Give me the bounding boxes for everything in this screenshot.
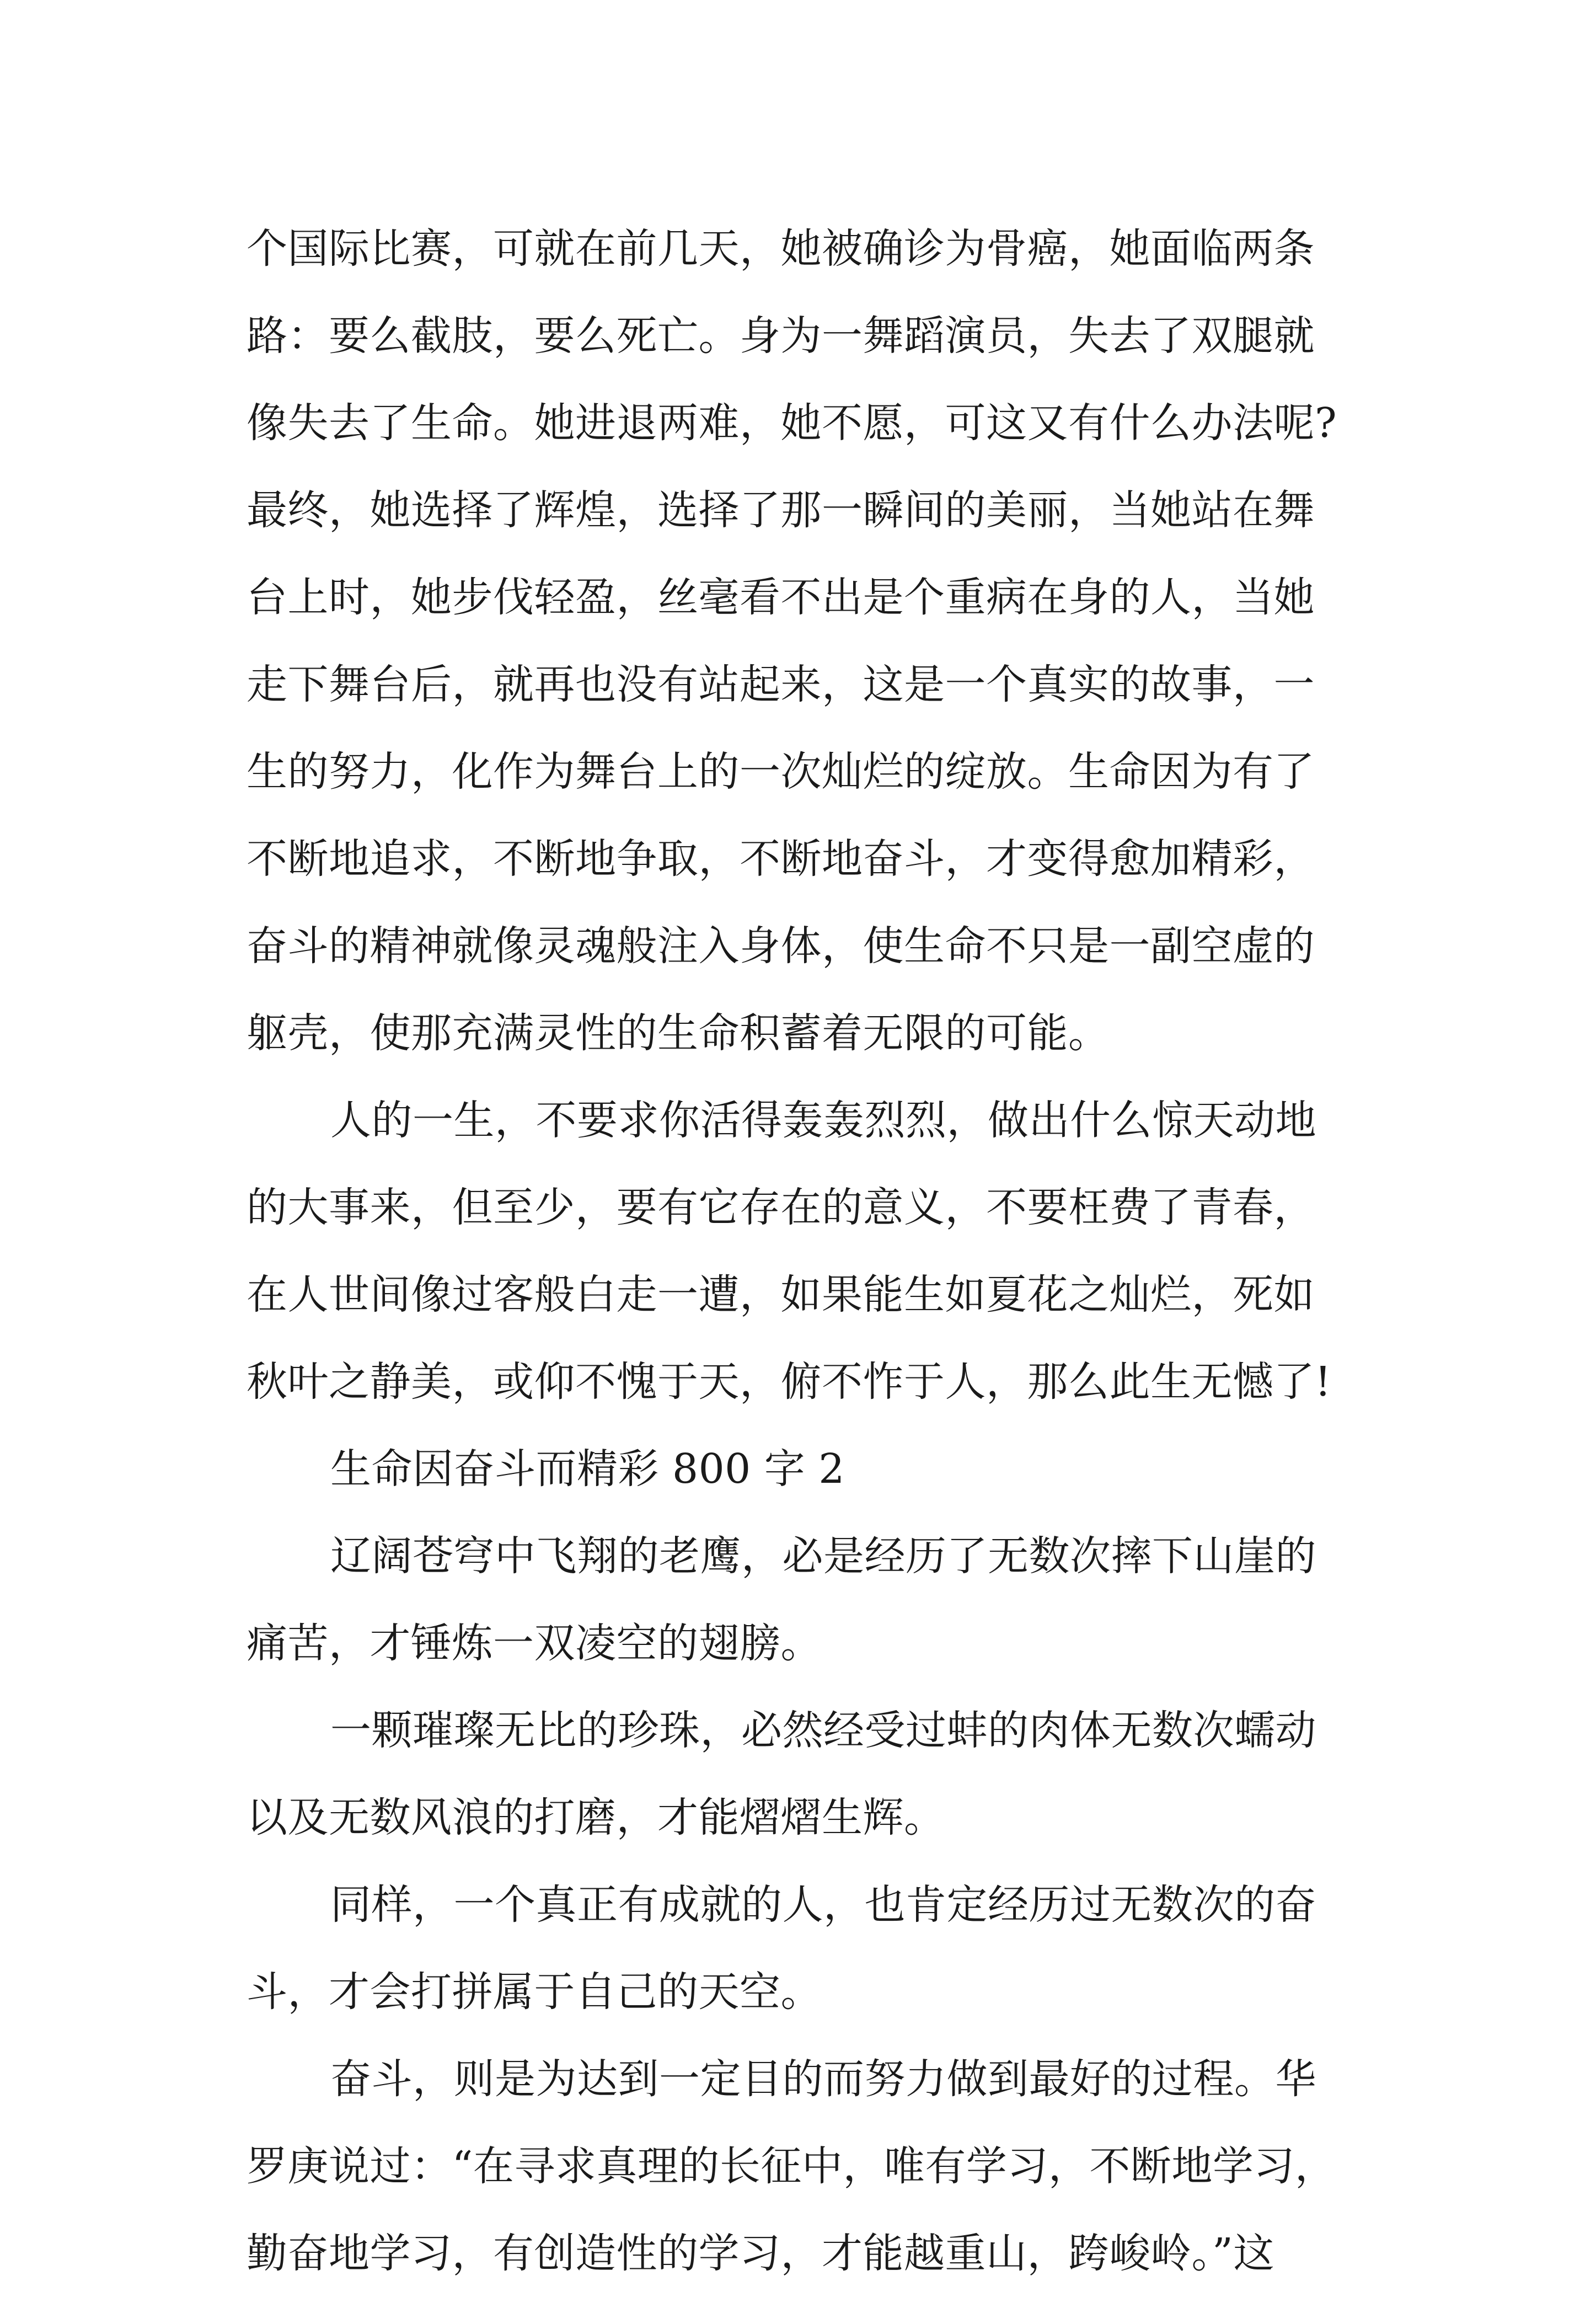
- text-line: 生命因奋斗而精彩 800 字 2: [330, 1445, 845, 1493]
- text-line: 秋叶之静美，或仰不愧于天，俯不怍于人，那么此生无憾了!: [247, 1358, 1332, 1406]
- document-body: [247, 205, 1361, 2297]
- text-line: 个国际比赛，可就在前几天，她被确诊为骨癌，她面临两条: [247, 225, 1315, 273]
- text-line: 一颗璀璨无比的珍珠，必然经受过蚌的肉体无数次蠕动: [330, 1707, 1316, 1754]
- text-line: 躯壳，使那充满灵性的生命积蓄着无限的可能。: [247, 1009, 1110, 1057]
- text-line: 人的一生，不要求你活得轰轰烈烈，做出什么惊天动地: [330, 1097, 1316, 1144]
- text-line: 像失去了生命。她进退两难，她不愿，可这又有什么办法呢?: [247, 399, 1337, 447]
- text-line: 以及无数风浪的打磨，才能熠熠生辉。: [247, 1794, 945, 1841]
- text-line: 痛苦，才锤炼一双凌空的翅膀。: [247, 1620, 822, 1667]
- text-line: 斗，才会打拼属于自己的天空。: [247, 1968, 822, 2016]
- text-line: 的大事来，但至少，要有它存在的意义，不要枉费了青春，: [247, 1184, 1315, 1231]
- text-line: 最终，她选择了辉煌，选择了那一瞬间的美丽，当她站在舞: [247, 487, 1315, 534]
- text-line: 走下舞台后，就再也没有站起来，这是一个真实的故事，一: [247, 661, 1315, 708]
- text-line: 台上时，她步伐轻盈，丝毫看不出是个重病在身的人，当她: [247, 574, 1315, 621]
- text-line: 路：要么截肢，要么死亡。身为一舞蹈演员，失去了双腿就: [247, 312, 1315, 360]
- text-line: 不断地追求，不断地争取，不断地奋斗，才变得愈加精彩，: [247, 835, 1315, 883]
- text-line: 同样，一个真正有成就的人，也肯定经历过无数次的奋: [330, 1881, 1316, 1929]
- text-line: 奋斗的精神就像灵魂般注入身体，使生命不只是一副空虚的: [247, 922, 1315, 970]
- text-line: 辽阔苍穹中飞翔的老鹰，必是经历了无数次摔下山崖的: [330, 1532, 1316, 1580]
- text-line: 罗庚说过：“在寻求真理的长征中，唯有学习，不断地学习，: [247, 2143, 1336, 2190]
- text-line: 生的努力，化作为舞台上的一次灿烂的绽放。生命因为有了: [247, 748, 1315, 795]
- text-line: 奋斗，则是为达到一定目的而努力做到最好的过程。华: [330, 2055, 1316, 2103]
- text-line: 在人世间像过客般白走一遭，如果能生如夏花之灿烂，死如: [247, 1271, 1315, 1318]
- text-line: 勤奋地学习，有创造性的学习，才能越重山，跨峻岭。”这: [247, 2230, 1274, 2277]
